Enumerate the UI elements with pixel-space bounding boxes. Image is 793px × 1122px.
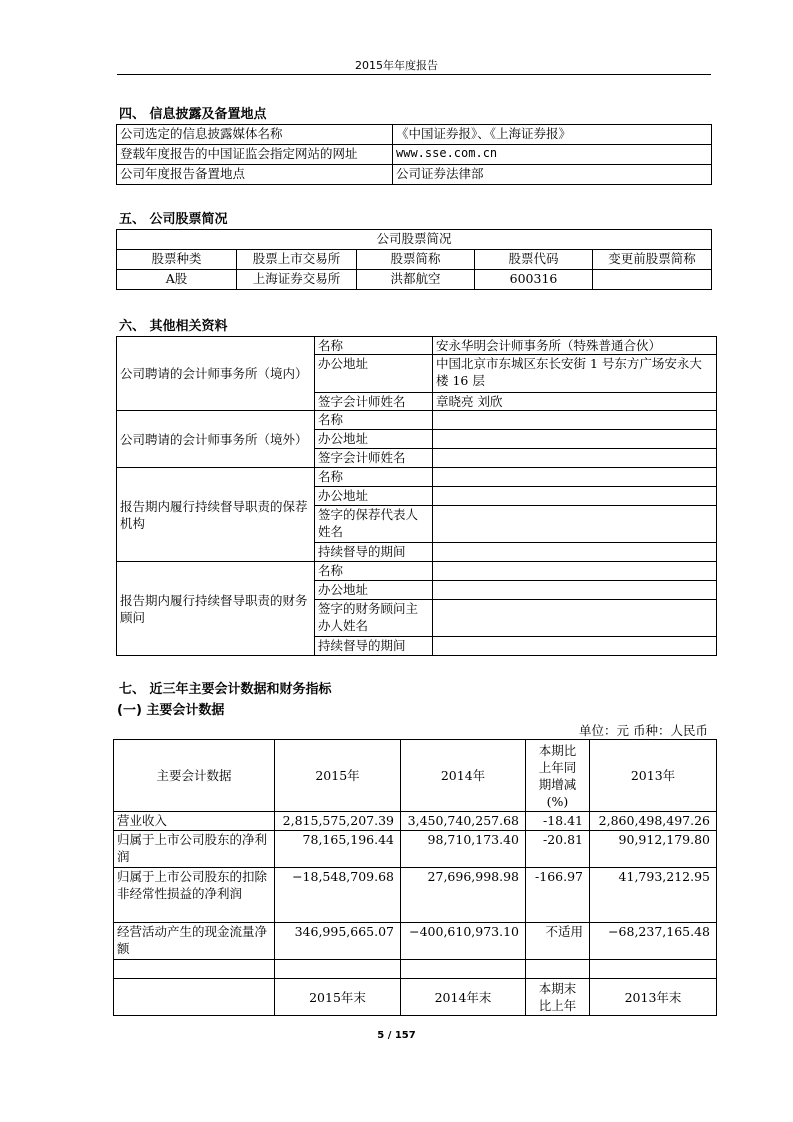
table-row bbox=[114, 831, 717, 868]
section-5-title: 五、 公司股票简况 bbox=[119, 212, 228, 227]
empty-cell bbox=[590, 960, 717, 979]
group-label: 公司聘请的会计师事务所（境外） bbox=[117, 411, 315, 468]
item-value: 章晓亮 刘欣 bbox=[433, 393, 717, 411]
table-header-row bbox=[114, 740, 717, 812]
table-row bbox=[117, 165, 712, 185]
item-key: 持续督导的期间 bbox=[315, 637, 433, 656]
item-value bbox=[433, 487, 717, 506]
item-value bbox=[433, 411, 717, 430]
item-value bbox=[433, 637, 717, 656]
value-2013: 90,912,179.80 bbox=[590, 831, 717, 868]
disclosure-label: 公司选定的信息披露媒体名称 bbox=[117, 125, 393, 145]
empty-cell bbox=[275, 960, 401, 979]
value-2015: −18,548,709.68 bbox=[275, 868, 401, 923]
column-header: 本期末比上年 bbox=[526, 979, 590, 1016]
empty-cell bbox=[526, 960, 590, 979]
disclosure-label: 公司年度报告备置地点 bbox=[117, 165, 393, 185]
column-header: 2014年 bbox=[401, 740, 526, 812]
item-key: 办公地址 bbox=[315, 581, 433, 600]
table-row bbox=[117, 468, 717, 487]
item-value bbox=[433, 468, 717, 487]
accounting-data-table bbox=[113, 739, 717, 1016]
table-row bbox=[114, 812, 717, 831]
column-header: 2013年 bbox=[590, 740, 717, 812]
item-key: 办公地址 bbox=[315, 487, 433, 506]
column-header: 股票上市交易所 bbox=[237, 250, 357, 270]
column-header: 股票种类 bbox=[117, 250, 237, 270]
item-key: 签字会计师姓名 bbox=[315, 393, 433, 411]
empty-cell bbox=[401, 960, 526, 979]
table-header-row bbox=[117, 250, 712, 270]
disclosure-value: 公司证券法律部 bbox=[393, 165, 712, 185]
column-header: 变更前股票简称 bbox=[593, 250, 712, 270]
row-label: 归属于上市公司股东的净利润 bbox=[114, 831, 275, 868]
stock-short-name: 洪都航空 bbox=[357, 270, 475, 290]
value-2015: 2,815,575,207.39 bbox=[275, 812, 401, 831]
column-header bbox=[114, 979, 275, 1016]
disclosure-label: 登载年度报告的中国证监会指定网站的网址 bbox=[117, 145, 393, 165]
disclosure-website-link[interactable]: www.sse.com.cn bbox=[393, 145, 712, 165]
table-row bbox=[117, 125, 712, 145]
item-value: 中国北京市东城区东长安街 1 号东方广场安永大楼 16 层 bbox=[433, 355, 717, 393]
table-header-row bbox=[114, 979, 717, 1016]
value-2013: −68,237,165.48 bbox=[590, 923, 717, 960]
stock-table-title: 公司股票简况 bbox=[117, 230, 712, 250]
column-header: 股票简称 bbox=[357, 250, 475, 270]
stock-type: A股 bbox=[117, 270, 237, 290]
report-header-title: 2015年年度报告 bbox=[355, 59, 438, 72]
disclosure-value: 《中国证券报》、《上海证券报》 bbox=[393, 125, 712, 145]
group-label: 报告期内履行持续督导职责的保荐机构 bbox=[117, 468, 315, 562]
section-4-title: 四、 信息披露及备置地点 bbox=[119, 107, 267, 122]
table-row bbox=[117, 411, 717, 430]
change-percent: 不适用 bbox=[526, 923, 590, 960]
item-key: 签字的财务顾问主办人姓名 bbox=[315, 600, 433, 637]
change-percent: -18.41 bbox=[526, 812, 590, 831]
value-2014: 27,696,998.98 bbox=[401, 868, 526, 923]
group-label: 报告期内履行持续督导职责的财务顾问 bbox=[117, 562, 315, 656]
value-2014: −400,610,973.10 bbox=[401, 923, 526, 960]
row-label: 归属于上市公司股东的扣除非经常性损益的净利润 bbox=[114, 868, 275, 923]
row-label: 营业收入 bbox=[114, 812, 275, 831]
column-header: 2014年末 bbox=[401, 979, 526, 1016]
item-key: 名称 bbox=[315, 411, 433, 430]
item-key: 名称 bbox=[315, 337, 433, 355]
item-value bbox=[433, 600, 717, 637]
header-divider bbox=[117, 74, 711, 75]
section-7-subtitle: (一) 主要会计数据 bbox=[117, 703, 225, 718]
page-number: 5 / 157 bbox=[377, 1030, 416, 1041]
table-row bbox=[114, 923, 717, 960]
table-row bbox=[114, 960, 717, 979]
item-value bbox=[433, 430, 717, 449]
disclosure-table bbox=[116, 124, 712, 185]
item-value bbox=[433, 449, 717, 468]
change-percent: -166.97 bbox=[526, 868, 590, 923]
value-2013: 41,793,212.95 bbox=[590, 868, 717, 923]
item-key: 签字的保荐代表人姓名 bbox=[315, 506, 433, 543]
value-2015: 78,165,196.44 bbox=[275, 831, 401, 868]
section-7-title: 七、 近三年主要会计数据和财务指标 bbox=[119, 682, 332, 697]
column-header: 2015年末 bbox=[275, 979, 401, 1016]
item-value bbox=[433, 581, 717, 600]
former-stock-name bbox=[593, 270, 712, 290]
stock-exchange: 上海证券交易所 bbox=[237, 270, 357, 290]
column-header: 本期比上年同期增减(%) bbox=[526, 740, 590, 812]
change-percent: -20.81 bbox=[526, 831, 590, 868]
item-value bbox=[433, 506, 717, 543]
value-2013: 2,860,498,497.26 bbox=[590, 812, 717, 831]
item-key: 办公地址 bbox=[315, 430, 433, 449]
table-row bbox=[117, 337, 717, 355]
table-row bbox=[114, 868, 717, 923]
column-header: 2013年末 bbox=[590, 979, 717, 1016]
item-value bbox=[433, 543, 717, 562]
empty-cell bbox=[114, 960, 275, 979]
table-row bbox=[117, 145, 712, 165]
value-2014: 98,710,173.40 bbox=[401, 831, 526, 868]
item-key: 签字会计师姓名 bbox=[315, 449, 433, 468]
row-label: 经营活动产生的现金流量净额 bbox=[114, 923, 275, 960]
unit-currency-note: 单位：元 币种：人民币 bbox=[579, 723, 708, 738]
column-header: 主要会计数据 bbox=[114, 740, 275, 812]
item-key: 办公地址 bbox=[315, 355, 433, 393]
group-label: 公司聘请的会计师事务所（境内） bbox=[117, 337, 315, 411]
item-key: 名称 bbox=[315, 468, 433, 487]
stock-code: 600316 bbox=[475, 270, 593, 290]
table-row bbox=[117, 230, 712, 250]
item-key: 持续督导的期间 bbox=[315, 543, 433, 562]
table-row bbox=[117, 270, 712, 290]
table-row bbox=[117, 562, 717, 581]
column-header: 2015年 bbox=[275, 740, 401, 812]
item-value: 安永华明会计师事务所（特殊普通合伙） bbox=[433, 337, 717, 355]
section-6-title: 六、 其他相关资料 bbox=[119, 319, 228, 334]
column-header: 股票代码 bbox=[475, 250, 593, 270]
stock-info-table bbox=[116, 229, 712, 290]
value-2014: 3,450,740,257.68 bbox=[401, 812, 526, 831]
other-info-table bbox=[116, 336, 717, 656]
value-2015: 346,995,665.07 bbox=[275, 923, 401, 960]
item-key: 名称 bbox=[315, 562, 433, 581]
item-value bbox=[433, 562, 717, 581]
